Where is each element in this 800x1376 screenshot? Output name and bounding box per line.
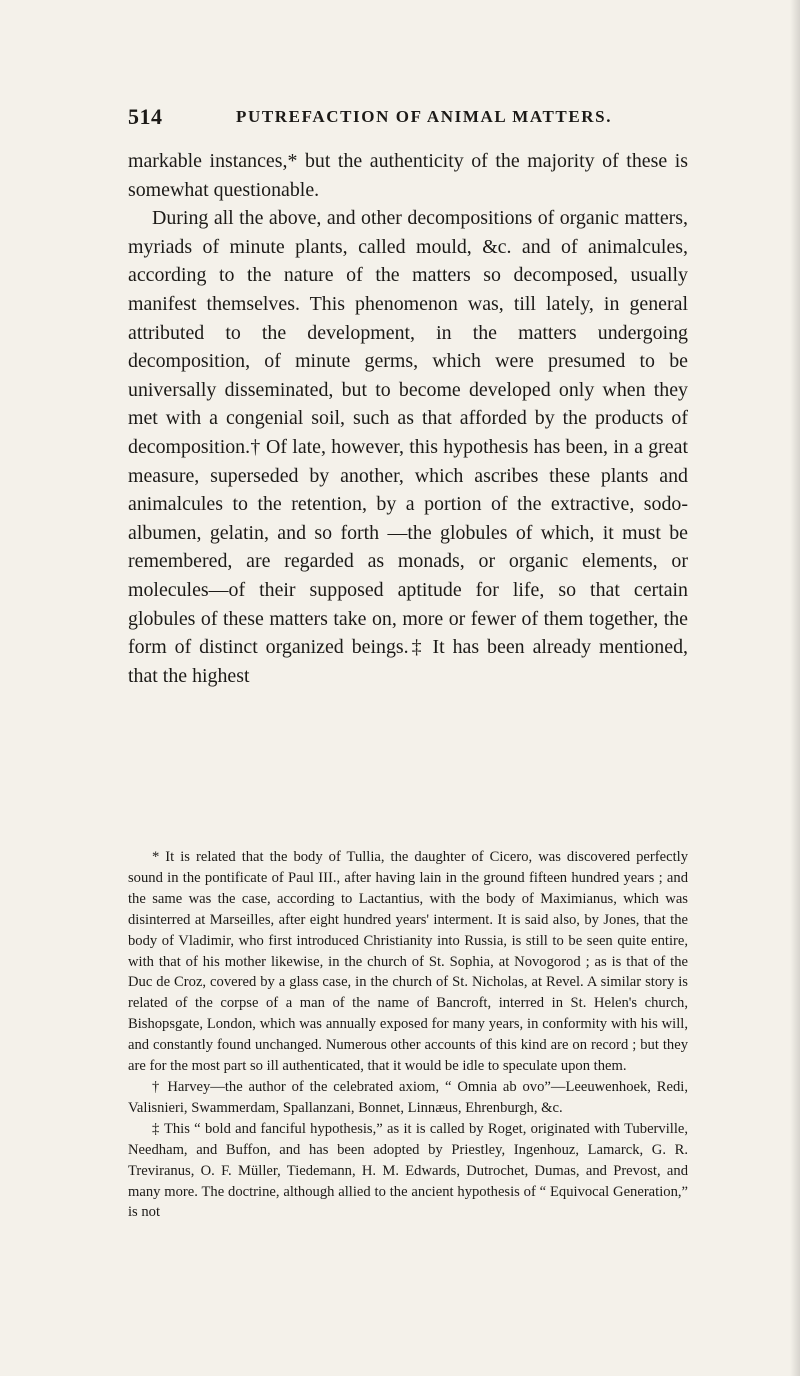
paragraph-continued: markable instances,* but the authenticity of the majority of these is somewhat questionable. bbox=[128, 150, 688, 201]
paragraph: During all the above, and other decompositions of organic matters, myriads of minute plants, called mould, &c. and of animalcules, according to the nature of the matters so decomposed, usually manifest themselves. This phenomenon was, till lately, in general attributed to the development, in the matters undergoing decomposition, of minute germs, which were presumed to be universally disseminated, but to become developed only when they met with a congenial soil, such as that afforded by the products of decomposition.† Of late, however, this hypothesis has been, in a great measure, superseded by another, which ascribes these plants and animalcules to the retention, by a portion of the extractive, sodo-albumen, gelatin, and so forth —the globules of which, it must be remembered, are regarded as monads, or organic elements, or molecules—of their supposed aptitude for life, so that certain globules of these matters take on, more or fewer of them together, the form of distinct organized beings.‡ It has been already mentioned, that the highest bbox=[128, 207, 688, 687]
running-head: PUTREFACTION OF ANIMAL MATTERS. bbox=[236, 107, 613, 126]
footnotes bbox=[128, 847, 688, 1223]
page-number: 514 bbox=[128, 104, 163, 129]
footnote-dagger: † Harvey—the author of the celebrated axiom, “ Omnia ab ovo”—Leeuwenhoek, Redi, Valisnieri, Swammerdam, Spallanzani, Bonnet, Linnæus, Ehrenburgh, &c. bbox=[128, 1078, 688, 1116]
page-header bbox=[128, 104, 688, 134]
main-text bbox=[128, 147, 688, 690]
footnote-asterisk: * It is related that the body of Tullia, the daughter of Cicero, was discovered perfectly sound in the pontificate of Paul III., after having lain in the ground fifteen hundred years ; and the same was the case, according to Lactantius, with the body of Maximianus, which was disinterred at Marseilles, after eight hundred years' interment. It is said also, by Jones, that the body of Vladimir, who first introduced Christianity into Russia, is still to be seen quite entire, with that of his mother likewise, in the church of St. Sophia, at Novogorod ; as is that of the Duc de Croz, covered by a glass case, in the church of St. Nicholas, at Revel. A similar story is related of the corpse of a man of the name of Bancroft, interred in St. Helen's church, Bishopsgate, London, which was annually exposed for many years, in conformity with his will, and constantly found unchanged. Numerous other accounts of this kind are on record ; but they are for the most part so ill authenticated, that it would be idle to speculate upon them. bbox=[128, 849, 688, 1075]
footnote-double-dagger: ‡ This “ bold and fanciful hypothesis,” as it is called by Roget, originated with Tuberville, Needham, and Buffon, and has been adopted by Priestley, Ingenhouz, Lamarck, G. R. Treviranus, O. F. Müller, Tiedemann, H. M. Edwards, Dutrochet, Dumas, and Prevost, and many more. The doctrine, although allied to the ancient hypothesis of “ Equivocal Generation,” is not bbox=[128, 1120, 688, 1221]
page-edge-shadow bbox=[790, 0, 800, 1376]
